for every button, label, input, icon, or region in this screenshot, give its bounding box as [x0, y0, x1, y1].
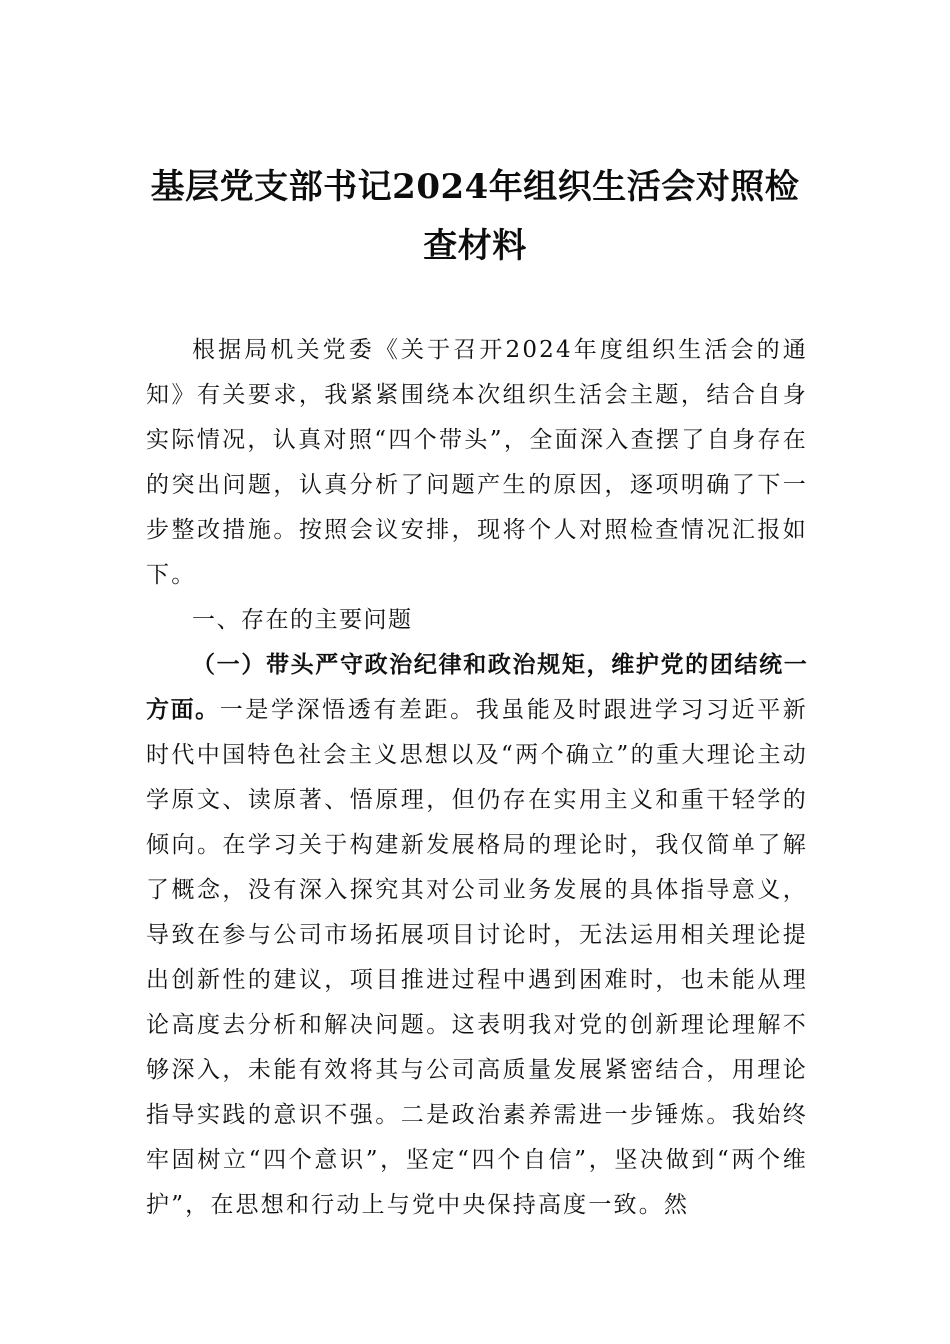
subsection-heading: （一）带头严守政治纪律和政治规矩，维护党的团结统一方面。: [146, 652, 808, 723]
section-heading: 一、存在的主要问题: [192, 607, 413, 633]
subsection-paragraph: [146, 643, 808, 1228]
document-title: 基层党支部书记2024年组织生活会对照检查材料: [150, 167, 800, 266]
subsection-body: 一是学深悟透有差距。我虽能及时跟进学习习近平新时代中国特色社会主义思想以及“两个确立”的重大理论主动学原文、读原著、悟原理，但仍存在实用主义和重干轻学的倾向。在学习关于构建新发展格局的理论时，我仅简单了解了概念，没有深入探究其对公司业务发展的具体指导意义，导致在参与公司市场拓展项目讨论时，无法运用相关理论提出创新性的建议，项目推进过程中遇到困难时，也未能从理论高度去分析和解决问题。这表明我对党的创新理论理解不够深入，未能有效将其与公司高质量发展紧密结合，用理论指导实践的意识不强。二是政治素养需进一步锤炼。我始终牢固树立“四个意识”，坚定“四个自信”，坚决做到“两个维护”，在思想和行动上与党中央保持高度一致。然: [146, 697, 808, 1218]
intro-paragraph: 根据局机关党委《关于召开2024年度组织生活会的通知》有关要求，我紧紧围绕本次组织生活会主题，结合自身实际情况，认真对照“四个带头”，全面深入查摆了自身存在的突出问题，认真分析了问题产生的原因，逐项明确了下一步整改措施。按照会议安排，现将个人对照检查情况汇报如下。: [146, 337, 808, 588]
document-body: [146, 328, 808, 1228]
